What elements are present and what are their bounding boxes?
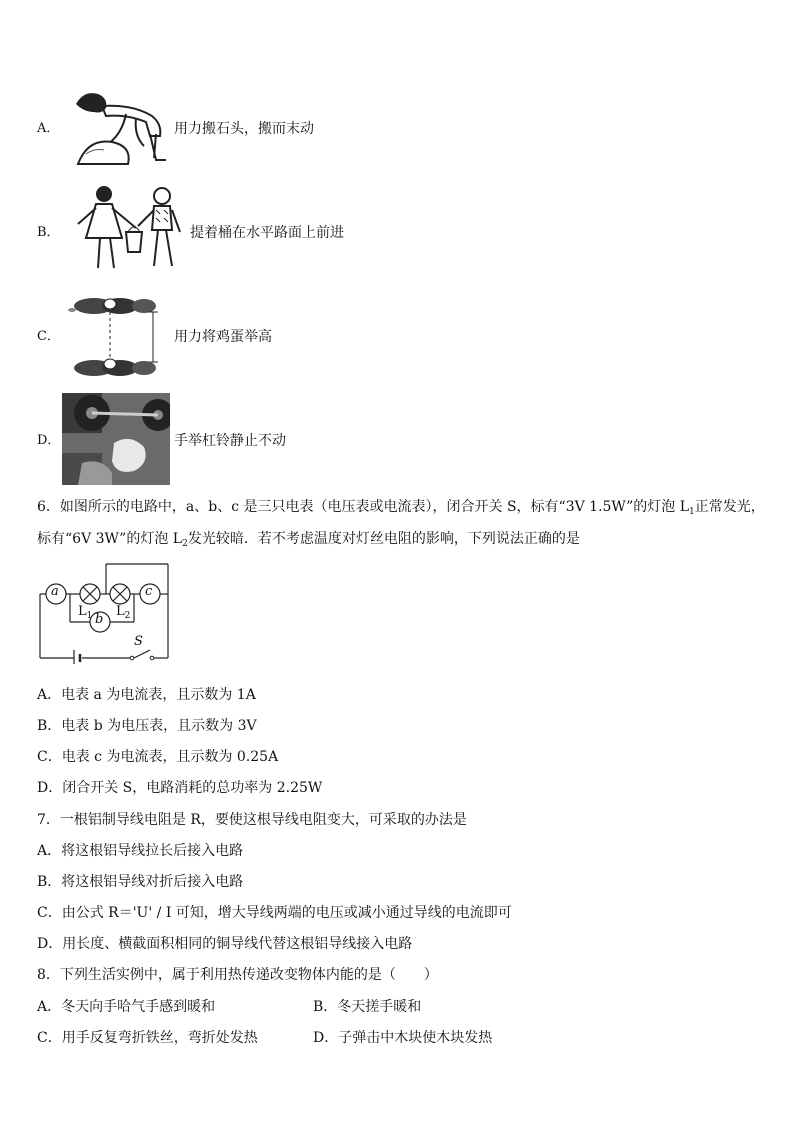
q8-option-b: B．冬天搓手暖和 [313,999,422,1015]
option-letter: D． [37,433,61,448]
option-text: 提着桶在水平路面上前进 [190,225,344,241]
meter-b-label: b [95,612,104,627]
q8-option-d: D．子弹击中木块使木块发热 [313,1030,493,1046]
q6-stem-line2: 标有“6V 3W”的灯泡 $L_2$发光较暗．若不考虑温度对灯丝电阻的影响，下列说法正确的是 [37,531,580,549]
q6-option-b: B．电表 b 为电压表，且示数为 3V [37,718,257,734]
q8-option-a: A．冬天向手哈气手感到暖和 [37,999,216,1015]
option-letter: B． [37,225,60,240]
option-text: 用力搬石头，搬而末动 [174,121,314,137]
switch-contact [130,656,134,660]
holding-barbell-picture [62,393,170,485]
lamp-2-symbol [110,584,130,604]
option-text: 用力将鸡蛋举高 [174,329,272,345]
lamp-1-label: $L_1$ [78,604,93,621]
q6-option-c: C．电表 c 为电流表，且示数为 0.25A [37,749,279,765]
switch-contact [150,656,154,660]
circuit-diagram [38,560,172,664]
q8-option-c: C．用手反复弯折铁丝，弯折处发热 [37,1030,258,1046]
meter-c-label: c [145,584,153,599]
lamp-1-symbol [80,584,100,604]
q7-option-d: D．用长度、横截面积相同的铜导线代替这根铝导线接入电路 [37,936,413,952]
q7-option-c: C．由公式 R＝'U' / I 可知，增大导线两端的电压或减小通过导线的电流即可 [37,905,512,921]
meter-a-label: a [51,584,59,599]
q8-stem: 8．下列生活实例中，属于利用热传递改变物体内能的是（ ） [37,967,438,983]
option-text: 手举杠铃静止不动 [174,433,286,449]
switch-label: S [134,634,143,649]
q6-option-d: D．闭合开关 S，电路消耗的总功率为 2.25W [37,780,323,796]
option-letter: A． [37,121,60,136]
q6-option-a: A．电表 a 为电流表，且示数为 1A [37,687,256,703]
q7-stem: 7．一根铝制导线电阻是 R，要使这根导线电阻变大，可采取的办法是 [37,812,467,828]
carrying-bucket-picture [70,184,186,276]
lamp-2-label: $L_2$ [116,604,131,621]
q7-option-a: A．将这根铝导线拉长后接入电路 [37,843,244,859]
q6-stem-line1: 6．如图所示的电路中，a、b、c 是三只电表（电压表或电流表），闭合开关 S，标有“3V 1.5W”的灯泡 $L_1$正常发光， [37,499,765,517]
option-letter: C． [37,329,60,344]
raising-egg-picture [64,290,172,380]
q7-option-b: B．将这根铝导线对折后接入电路 [37,874,244,890]
lifting-stone-picture [66,84,172,172]
